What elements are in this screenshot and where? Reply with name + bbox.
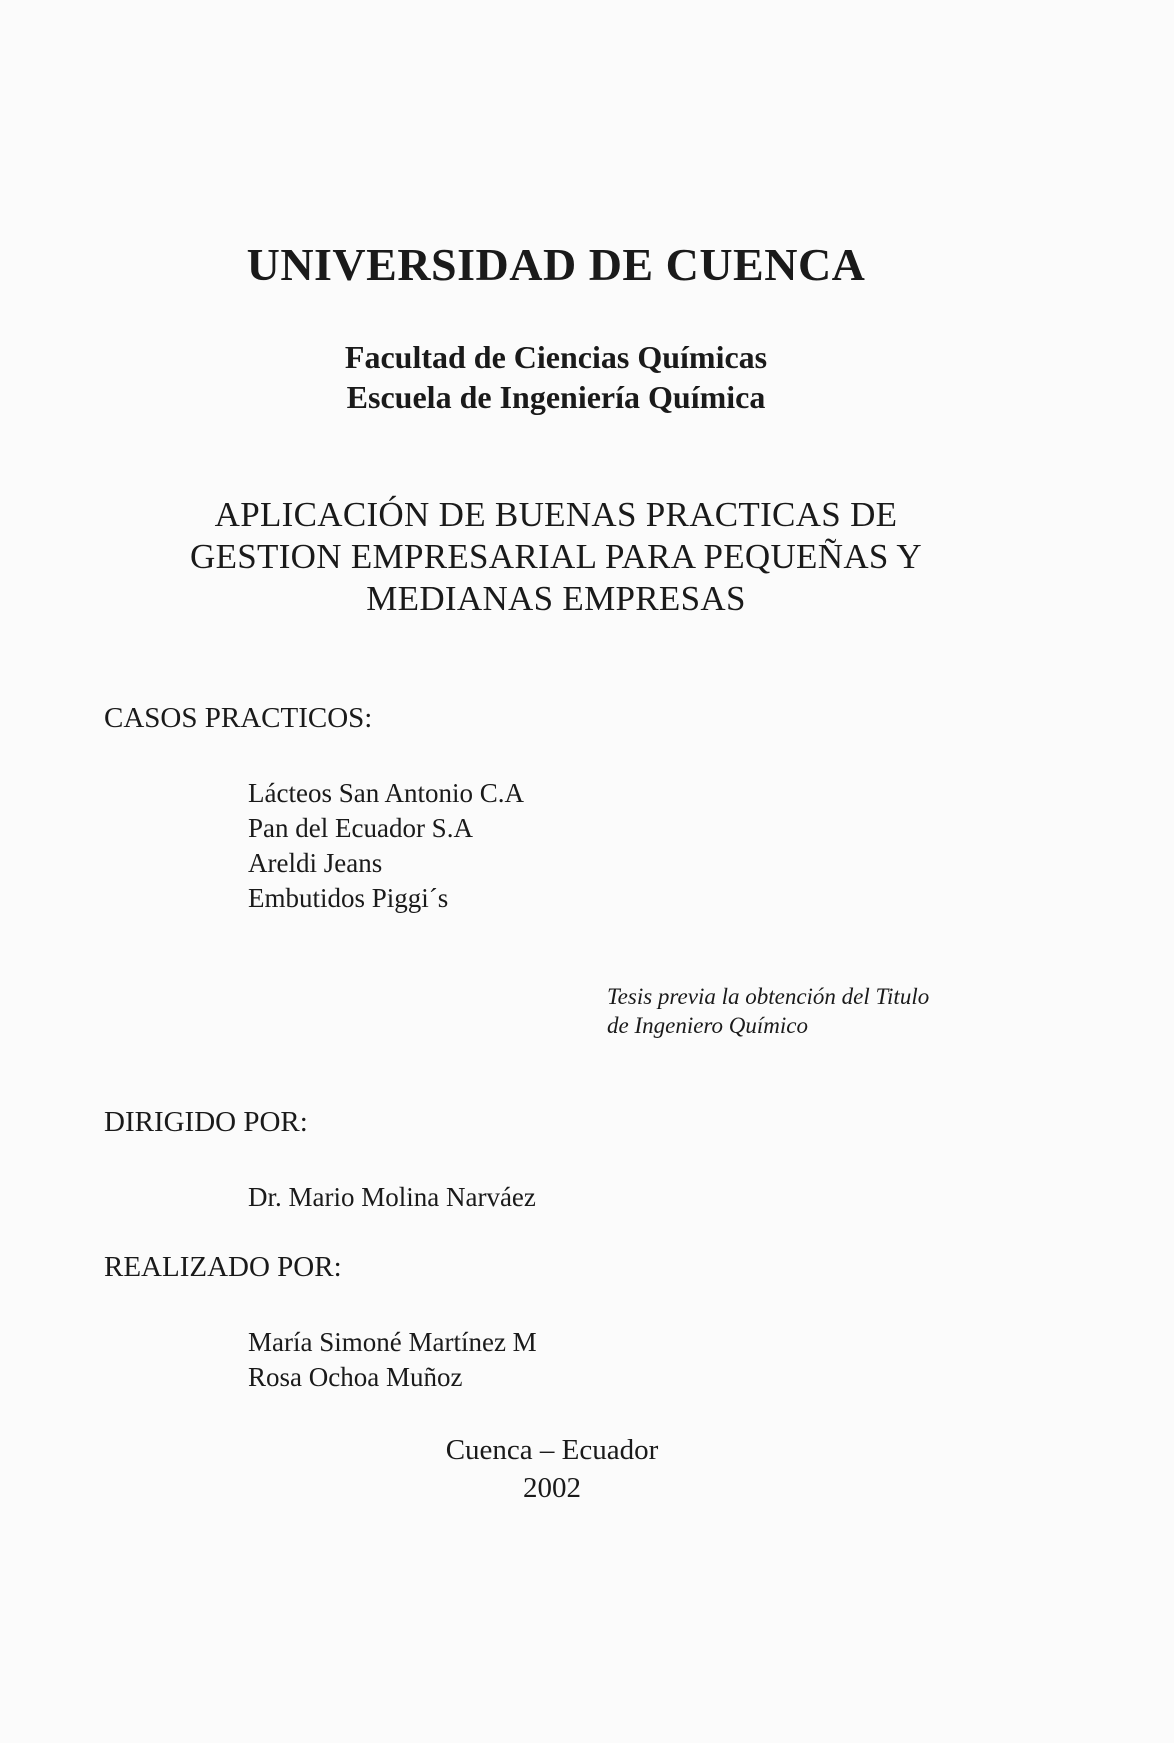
faculty-name: Facultad de Ciencias Químicas [344,339,768,375]
case-item: Pan del Ecuador S.A [248,813,473,843]
author-name: Rosa Ochoa Muñoz [248,1362,463,1392]
thesis-note-line: de Ingeniero Químico [607,1013,808,1038]
case-item: Areldi Jeans [248,848,383,878]
case-item: Lácteos San Antonio C.A [248,778,524,808]
faculty-block [0,337,1112,417]
thesis-title-line: GESTION EMPRESARIAL PARA PEQUEÑAS Y [190,537,922,576]
director-name: Dr. Mario Molina Narváez [248,1182,536,1212]
thesis-title [0,494,1112,620]
year: 2002 [523,1472,581,1504]
author-name: María Simoné Martínez M [248,1327,537,1357]
cases-label: CASOS PRACTICOS: [104,702,373,734]
thesis-title-line: MEDIANAS EMPRESAS [366,579,746,618]
authors-list [248,1325,537,1395]
thesis-note [607,982,929,1040]
thesis-title-line: APLICACIÓN DE BUENAS PRACTICAS DE [214,495,898,534]
authors-label: REALIZADO POR: [104,1251,342,1283]
school-name: Escuela de Ingeniería Química [346,379,766,415]
place: Cuenca – Ecuador [445,1434,659,1466]
director-label: DIRIGIDO POR: [104,1106,308,1138]
thesis-note-line: Tesis previa la obtención del Titulo [607,984,930,1009]
place-and-year [0,1431,1104,1507]
cases-list [248,776,524,916]
university-name: UNIVERSIDAD DE CUENCA [246,239,866,290]
case-item: Embutidos Piggi´s [248,883,449,913]
